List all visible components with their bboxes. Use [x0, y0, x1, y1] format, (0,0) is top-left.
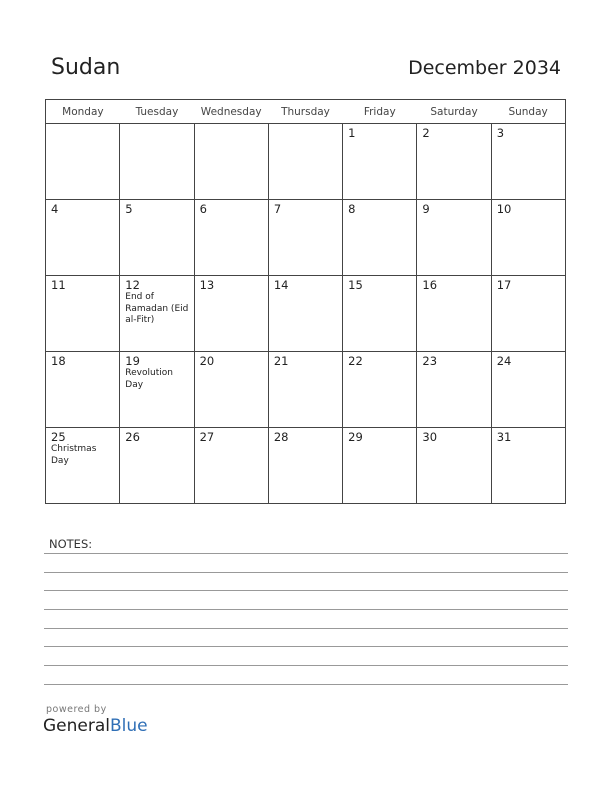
notes-label: NOTES:: [49, 537, 93, 551]
brand-blue: Blue: [110, 716, 148, 736]
generalblue-logo[interactable]: [43, 716, 148, 736]
day-cell-9: [417, 200, 491, 276]
day-number: 18: [51, 354, 66, 368]
day-cell-26: [120, 428, 194, 504]
holiday-label: Revolution Day: [125, 368, 173, 390]
day-number: 8: [348, 202, 356, 216]
weekday-header-row: [46, 100, 566, 124]
day-number: 15: [348, 278, 363, 292]
holiday-label: Christmas Day: [51, 444, 97, 466]
day-cell-10: [491, 200, 565, 276]
day-number: 7: [273, 202, 282, 216]
week-row: [46, 276, 566, 352]
notes-line: [44, 646, 568, 647]
weekday-sunday: Sunday: [491, 100, 565, 124]
brand-general: General: [43, 716, 110, 736]
week-row: [46, 200, 566, 276]
day-cell-14: [268, 276, 342, 352]
day-cell-31: [491, 428, 565, 504]
notes-line: [44, 609, 568, 610]
empty-day-cell: [194, 124, 268, 200]
day-cell-6: [194, 200, 268, 276]
day-cell-30: [417, 428, 491, 504]
day-number: 23: [422, 354, 438, 368]
notes-line: [44, 684, 568, 685]
day-cell-22: [343, 352, 417, 428]
day-cell-15: [343, 276, 417, 352]
day-cell-21: [268, 352, 342, 428]
notes-line: [44, 590, 568, 591]
weekday-friday: Friday: [343, 100, 417, 124]
day-number: 28: [273, 430, 289, 444]
day-cell-7: [268, 200, 342, 276]
day-number: 25: [51, 430, 66, 444]
country-title: Sudan: [51, 55, 121, 80]
day-cell-18: [46, 352, 120, 428]
day-cell-8: [343, 200, 417, 276]
day-number: 9: [422, 202, 430, 216]
holiday-label: End of Ramadan (Eid al-Fitr): [125, 292, 189, 325]
day-cell-23: [417, 352, 491, 428]
day-number: 12: [125, 278, 140, 292]
day-cell-13: [194, 276, 268, 352]
day-number: 27: [199, 430, 215, 444]
day-number: 10: [496, 202, 512, 216]
week-row: [46, 428, 566, 504]
day-number: 3: [496, 126, 505, 140]
empty-day-cell: [46, 124, 120, 200]
day-number: 21: [273, 354, 289, 368]
empty-day-cell: [268, 124, 342, 200]
notes-line: [44, 572, 568, 573]
day-number: 1: [348, 126, 356, 140]
weekday-wednesday: Wednesday: [194, 100, 268, 124]
day-cell-4: [46, 200, 120, 276]
notes-line: [44, 553, 568, 554]
day-number: 31: [496, 430, 512, 444]
day-number: 19: [125, 354, 140, 368]
day-cell-28: [268, 428, 342, 504]
day-cell-5: [120, 200, 194, 276]
day-number: 22: [348, 354, 363, 368]
day-cell-16: [417, 276, 491, 352]
day-number: 30: [422, 430, 438, 444]
powered-by-text: powered by: [46, 704, 107, 715]
day-number: 14: [273, 278, 289, 292]
weekday-thursday: Thursday: [268, 100, 342, 124]
day-number: 6: [199, 202, 207, 216]
week-row: [46, 124, 566, 200]
notes-line: [44, 628, 568, 629]
weekday-monday: Monday: [46, 100, 120, 124]
day-number: 4: [51, 202, 59, 216]
weekday-tuesday: Tuesday: [120, 100, 194, 124]
day-cell-29: [343, 428, 417, 504]
day-number: 2: [422, 126, 430, 140]
day-cell-27: [194, 428, 268, 504]
day-number: 20: [199, 354, 215, 368]
day-number: 24: [496, 354, 512, 368]
day-number: 16: [422, 278, 438, 292]
calendar-grid: [45, 99, 566, 504]
day-cell-3: [491, 124, 565, 200]
day-number: 29: [348, 430, 363, 444]
month-year-title: December 2034: [408, 57, 561, 79]
day-cell-19: [120, 352, 194, 428]
notes-line: [44, 665, 568, 666]
empty-day-cell: [120, 124, 194, 200]
week-row: [46, 352, 566, 428]
day-cell-24: [491, 352, 565, 428]
day-cell-11: [46, 276, 120, 352]
weekday-saturday: Saturday: [417, 100, 491, 124]
day-number: 13: [199, 278, 215, 292]
day-number: 11: [51, 278, 66, 292]
day-number: 5: [125, 202, 133, 216]
day-cell-20: [194, 352, 268, 428]
day-cell-25: [46, 428, 120, 504]
day-cell-1: [343, 124, 417, 200]
day-number: 26: [125, 430, 140, 444]
day-cell-12: [120, 276, 194, 352]
day-number: 17: [496, 278, 512, 292]
day-cell-17: [491, 276, 565, 352]
day-cell-2: [417, 124, 491, 200]
